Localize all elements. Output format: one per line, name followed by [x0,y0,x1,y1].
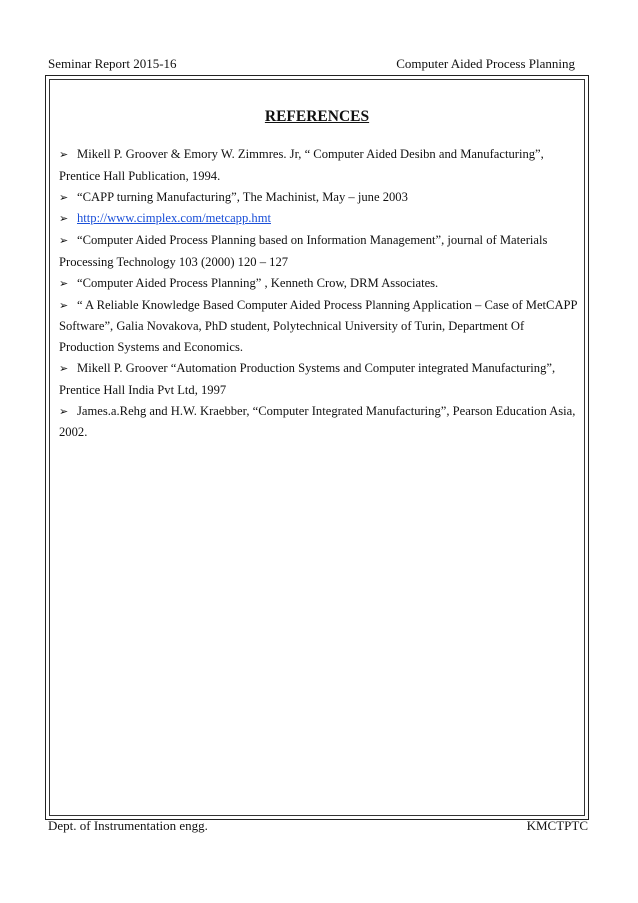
reference-text: “CAPP turning Manufacturing”, The Machinist, May – june 2003 [77,189,408,204]
reference-item [59,144,579,187]
arrow-bullet-icon: ➢ [59,212,69,226]
arrow-bullet-icon: ➢ [59,234,69,248]
reference-item [59,401,579,444]
arrow-bullet-icon: ➢ [59,148,69,161]
reference-text: “Computer Aided Process Planning based on Information Management”, journal of Materials Processing Technology 103 (2000) 120 – 127 [59,233,548,269]
footer-institution: KMCTPTC [526,818,588,833]
reference-text: Mikell P. Groover & Emory W. Zimmres. Jr, “ Computer Aided Desibn and Manufacturing”, Prentice Hall Publication, 1994. [59,147,544,183]
page-footer [48,818,588,834]
arrow-bullet-icon: ➢ [59,298,69,312]
reference-text: Mikell P. Groover “Automation Production Systems and Computer integrated Manufacturing”, Prentice Hall India Pvt Ltd, 1997 [59,360,556,397]
footer-department: Dept. of Instrumentation engg. [48,818,208,833]
page-header [48,56,575,72]
arrow-bullet-icon: ➢ [59,190,69,204]
reference-text: “ A Reliable Knowledge Based Computer Aided Process Planning Application – Case of MetCAPP Software”, Galia Novakova, PhD student, Polytechnical University of Turin, Department Of Production Systems and Economics. [59,297,578,355]
header-report-title: Seminar Report 2015-16 [48,56,177,71]
reference-item [59,230,579,273]
references-list [59,144,579,443]
reference-item [59,358,579,401]
header-topic: Computer Aided Process Planning [396,56,575,71]
reference-item [59,273,579,295]
arrow-bullet-icon: ➢ [59,361,69,375]
page-title: REFERENCES [264,108,370,125]
arrow-bullet-icon: ➢ [59,276,69,290]
reference-link[interactable]: http://www.cimplex.com/metcapp.hmt [77,211,271,226]
reference-text: “Computer Aided Process Planning” , Kenneth Crow, DRM Associates. [77,275,439,290]
arrow-bullet-icon: ➢ [59,404,69,418]
reference-item [59,187,579,209]
reference-item [59,208,579,230]
reference-item [59,295,579,358]
reference-text: James.a.Rehg and H.W. Kraebber, “Computer Integrated Manufacturing”, Pearson Education Asia, 2002. [59,403,576,440]
